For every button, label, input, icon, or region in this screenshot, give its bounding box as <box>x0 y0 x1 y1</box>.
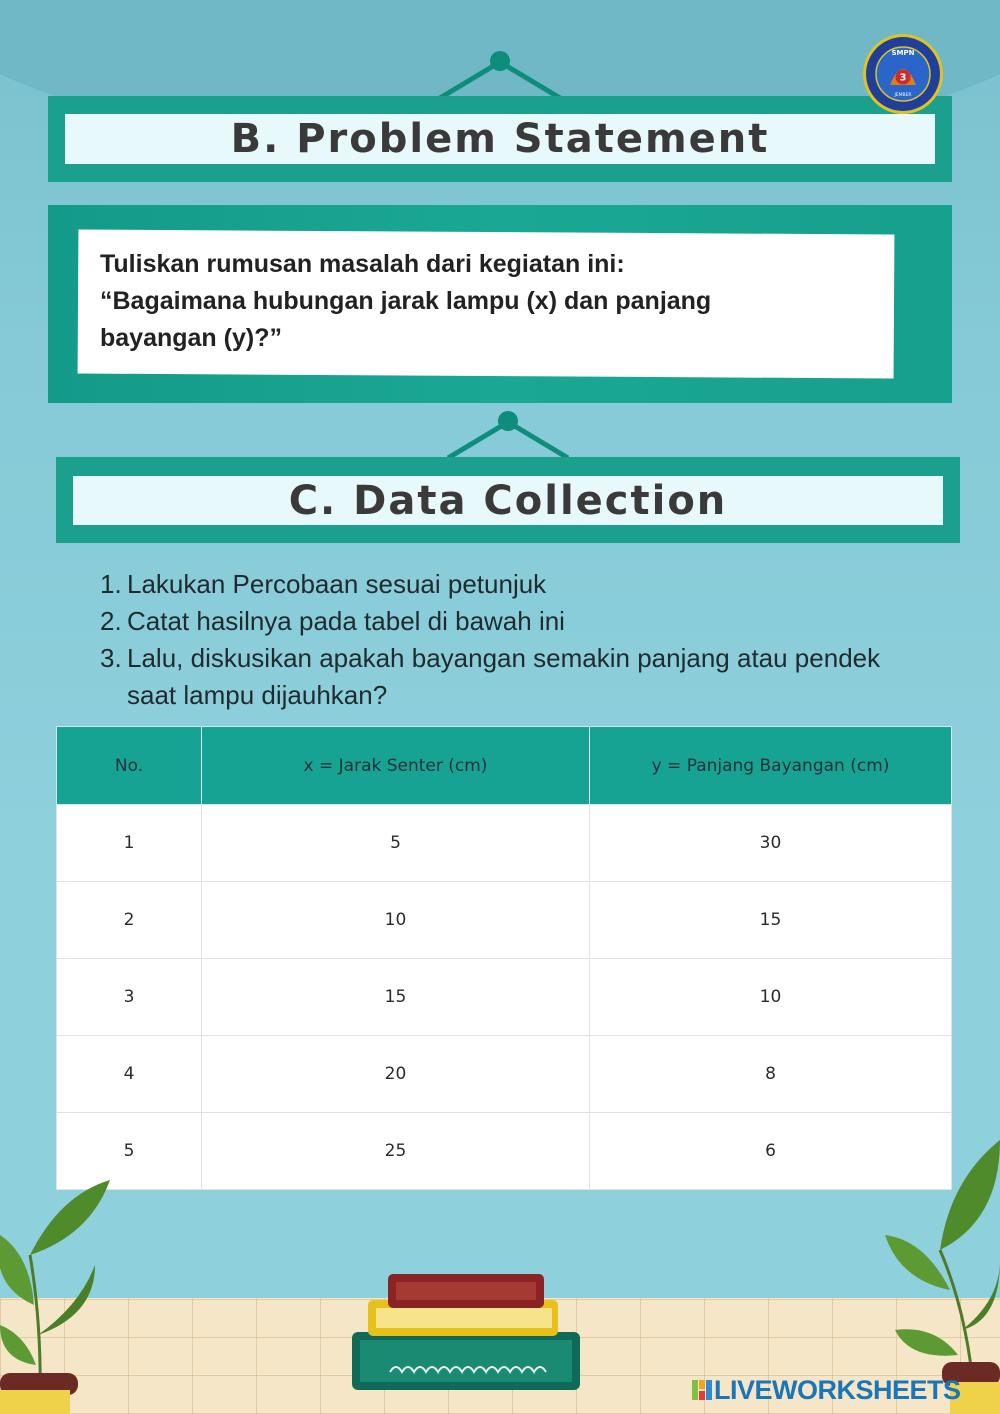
logo-city: JEMBER <box>894 93 912 98</box>
cell-y[interactable]: 8 <box>590 1036 952 1113</box>
data-table <box>56 726 952 1190</box>
list-item <box>100 566 970 603</box>
cell-x[interactable]: 25 <box>202 1113 590 1190</box>
table-row <box>57 805 952 882</box>
school-logo-icon <box>862 33 944 115</box>
brand-logo-icon <box>692 1378 712 1402</box>
cell-x[interactable]: 20 <box>202 1036 590 1113</box>
list-item <box>100 603 970 640</box>
cell-no: 2 <box>57 882 202 959</box>
plant-right-icon <box>880 1140 1000 1414</box>
book-stack-icon <box>350 1270 585 1394</box>
section-b-banner <box>48 96 952 182</box>
step-text: Catat hasilnya pada tabel di bawah ini <box>127 606 565 636</box>
cell-y[interactable]: 30 <box>590 805 952 882</box>
table-row <box>57 1113 952 1190</box>
step-number: 3. <box>100 643 122 673</box>
step-number: 2. <box>100 606 122 636</box>
problem-line: “Bagaimana hubungan jarak lampu (x) dan panjang <box>100 287 712 315</box>
cell-x[interactable]: 15 <box>202 959 590 1036</box>
cell-y[interactable]: 6 <box>590 1113 952 1190</box>
section-b-title-plate <box>65 114 935 164</box>
header-x: x = Jarak Senter (cm) <box>202 727 590 805</box>
table-header-row <box>57 727 952 805</box>
section-c-title: C. Data Collection <box>288 477 728 524</box>
section-c-title-plate <box>73 476 943 525</box>
instruction-list <box>100 566 970 714</box>
cell-no: 4 <box>57 1036 202 1113</box>
section-b-title: B. Problem Statement <box>230 116 770 162</box>
step-number <box>100 677 127 714</box>
logo-number: 3 <box>899 72 907 84</box>
cell-y[interactable]: 10 <box>590 959 952 1036</box>
brand-watermark <box>692 1374 961 1406</box>
step-text: Lalu, diskusikan apakah bayangan semakin panjang atau pendek <box>127 643 881 673</box>
logo-label: SMPN <box>891 49 915 57</box>
step-number: 1. <box>100 569 122 599</box>
brand-name: LIVEWORKSHEETS <box>714 1374 961 1405</box>
list-item <box>100 677 970 714</box>
cell-y[interactable]: 15 <box>590 882 952 959</box>
cell-x[interactable]: 10 <box>202 882 590 959</box>
cell-no: 5 <box>57 1113 202 1190</box>
table-row <box>57 959 952 1036</box>
list-item <box>100 640 970 677</box>
section-c-banner <box>56 457 960 543</box>
hanger-icon <box>436 48 564 100</box>
header-no: No. <box>57 727 202 805</box>
problem-text <box>100 246 880 357</box>
cell-no: 1 <box>57 805 202 882</box>
plant-left-icon <box>0 1175 120 1414</box>
cell-x[interactable]: 5 <box>202 805 590 882</box>
cell-no: 3 <box>57 959 202 1036</box>
table-row <box>57 882 952 959</box>
header-y: y = Panjang Bayangan (cm) <box>590 727 952 805</box>
hanger-icon <box>444 408 572 460</box>
problem-line: Tuliskan rumusan masalah dari kegiatan ini: <box>100 250 625 278</box>
problem-line: bayangan (y)?” <box>100 324 282 352</box>
step-text: Lakukan Percobaan sesuai petunjuk <box>127 569 547 599</box>
step-text: saat lampu dijauhkan? <box>127 680 388 710</box>
table-row <box>57 1036 952 1113</box>
